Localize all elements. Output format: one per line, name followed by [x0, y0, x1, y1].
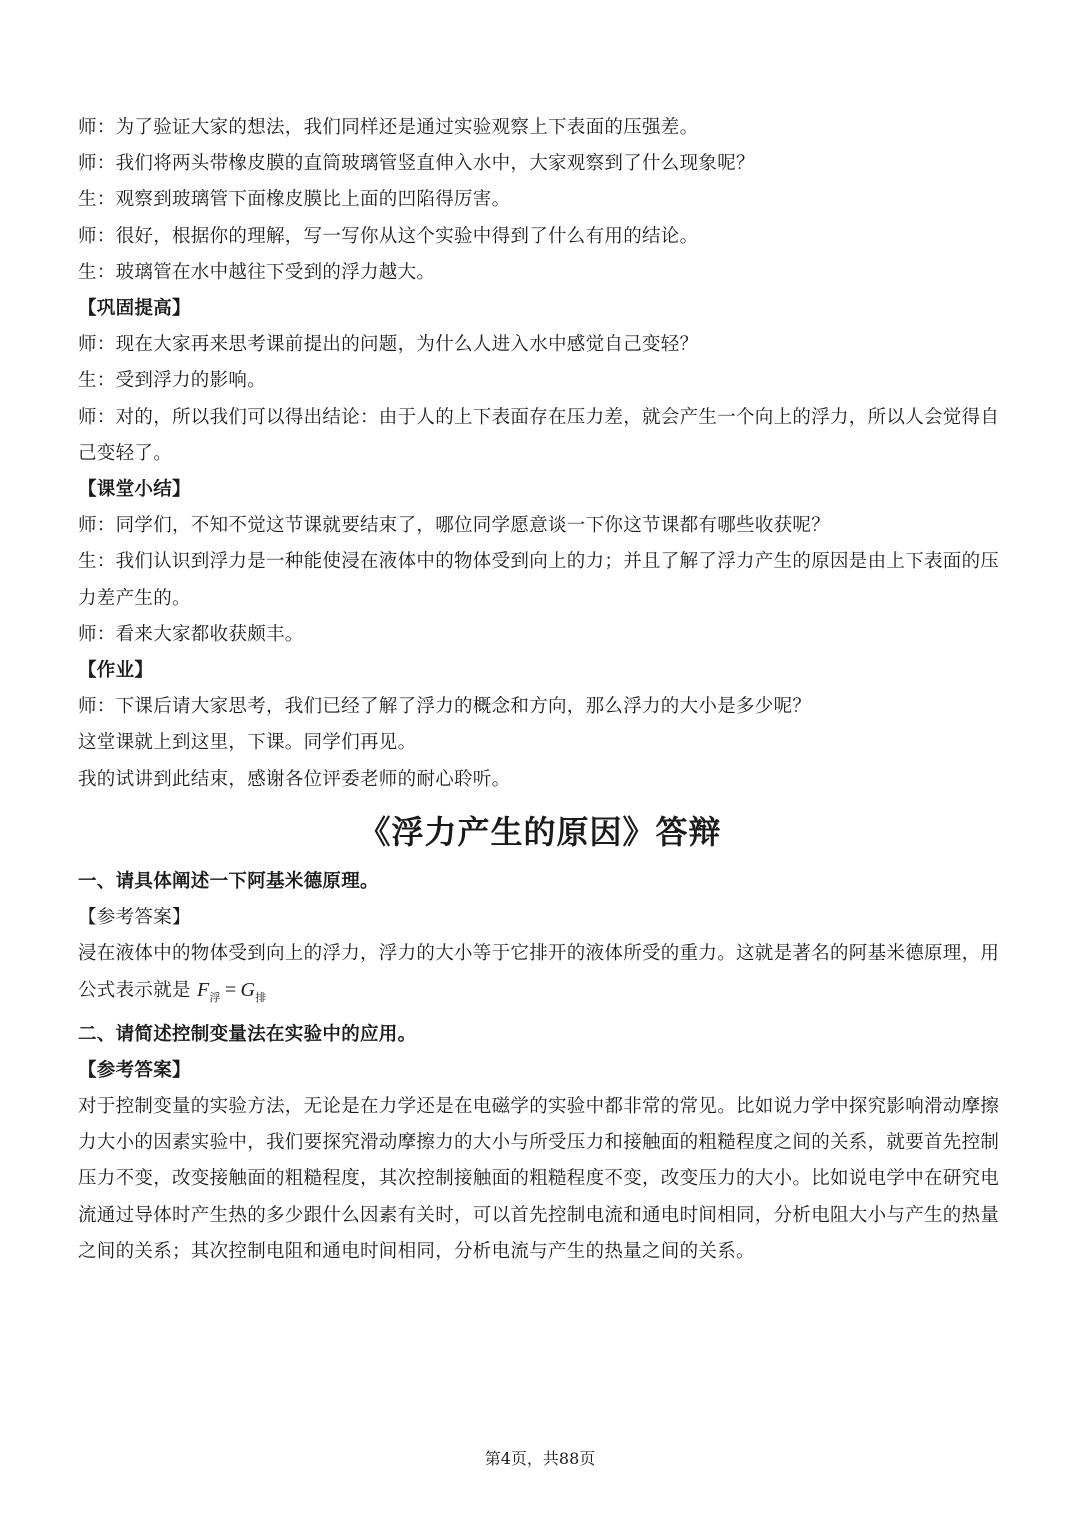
page-content: [78, 110, 1002, 1270]
section-heading-homework: 【作业】: [78, 660, 154, 682]
dialogue-line: 师：我们将两头带橡皮膜的直筒玻璃管竖直伸入水中，大家观察到了什么现象呢？: [78, 153, 755, 175]
question-2: 二、请简述控制变量法在实验中的应用。: [78, 1023, 417, 1045]
archimedes-formula: [197, 979, 267, 1005]
section-heading-consolidate: 【巩固提高】: [78, 298, 191, 320]
dialogue-line: 生：玻璃管在水中越往下受到的浮力越大。: [78, 261, 436, 283]
formula-lhs: F: [197, 979, 210, 1002]
answer-2: 对于控制变量的实验方法，无论是在力学还是在电磁学的实验中都非常的常见。比如说力学中探究影响滑动摩擦力大小的因素实验中，我们要探究滑动摩擦力的大小与所受压力和接触面的粗糙程度之间的关系，就要首先控制压力不变，改变接触面的粗糙程度，其次控制接触面的粗糙程度不变，改变压力的大小。比如说电学中在研究电流通过导体时产生热的多少跟什么因素有关时，可以首先控制电流和通电时间相同，分析电阻大小与产生的热量之间的关系；其次控制电阻和通电时间相同，分析电流与产生的热量之间的关系。: [78, 1096, 1000, 1262]
question-1: 一、请具体阐述一下阿基米德原理。: [78, 870, 379, 892]
formula-rhs-sub: 排: [255, 992, 267, 1005]
section-heading-summary: 【课堂小结】: [78, 479, 191, 501]
dialogue-line: 我的试讲到此结束，感谢各位评委老师的耐心聆听。: [78, 768, 511, 790]
answer-1-text: 浸在液体中的物体受到向上的浮力，浮力的大小等于它排开的液体所受的重力。这就是著名的阿基米德原理，用公式表示就是: [78, 943, 1000, 1002]
answer-1: [78, 936, 1002, 1016]
dialogue-line: 生：观察到玻璃管下面橡皮膜比上面的凹陷得厉害。: [78, 189, 511, 211]
formula-rhs: G: [240, 979, 256, 1002]
dialogue-line: 师：看来大家都收获颇丰。: [78, 623, 304, 645]
dialogue-line: 师：同学们，不知不觉这节课就要结束了，哪位同学愿意谈一下你这节课都有哪些收获呢？: [78, 515, 831, 537]
page-footer: 第4页，共88页: [484, 1449, 596, 1468]
dialogue-line: 师：下课后请大家思考，我们已经了解了浮力的概念和方向，那么浮力的大小是多少呢？: [78, 696, 812, 718]
answer-label-2: 【参考答案】: [78, 1059, 191, 1081]
dialogue-line: 师：为了验证大家的想法，我们同样还是通过实验观察上下表面的压强差。: [78, 117, 699, 138]
dialogue-line: 生：受到浮力的影响。: [78, 370, 267, 392]
dialogue-line: 师：对的，所以我们可以得出结论：由于人的上下表面存在压力差，就会产生一个向上的浮力，所以人会觉得自己变轻了。: [78, 406, 1000, 464]
formula-lhs-sub: 浮: [209, 992, 221, 1005]
answer-label-1: 【参考答案】: [78, 907, 191, 929]
formula-equals: =: [224, 979, 237, 1002]
dialogue-line: 生：我们认识到浮力是一种能使浸在液体中的物体受到向上的力；并且了解了浮力产生的原因是由上下表面的压力差产生的。: [78, 551, 1000, 609]
dialogue-line: 师：很好，根据你的理解，写一写你从这个实验中得到了什么有用的结论。: [78, 225, 699, 247]
defense-title: 《浮力产生的原因》答辩: [358, 812, 722, 851]
dialogue-line: 师：现在大家再来思考课前提出的问题，为什么人进入水中感觉自己变轻？: [78, 334, 699, 356]
dialogue-line: 这堂课就上到这里，下课。同学们再见。: [78, 732, 417, 754]
